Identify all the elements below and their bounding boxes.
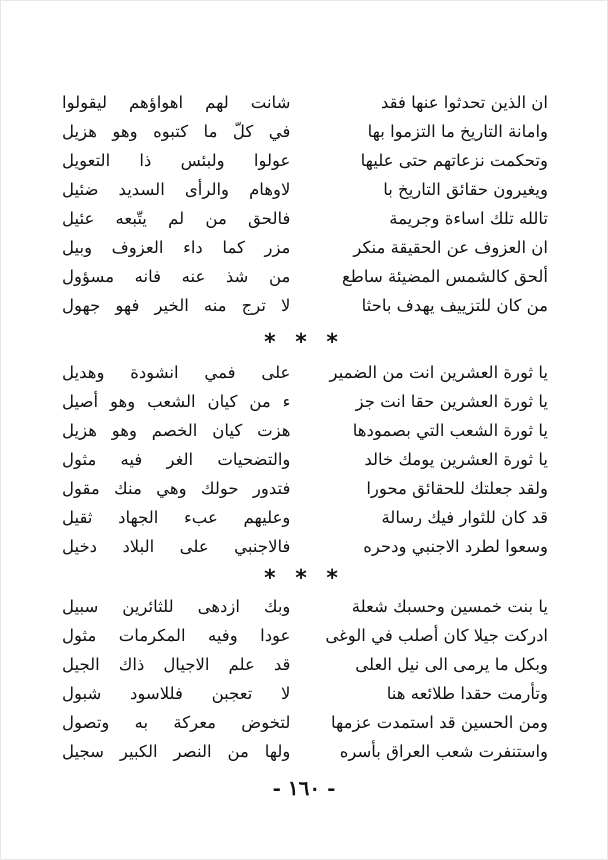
- stanza-divider-asterisks: * * *: [264, 566, 344, 591]
- second-hemistich: فتدور حولك وهي منك مقول: [62, 479, 291, 498]
- first-hemistich: يا ثورة العشرين يومك خالد: [364, 450, 548, 469]
- first-hemistich: وامانة التاريخ ما التزموا بها: [367, 122, 548, 141]
- second-hemistich: لا تعجبن فللاسود شبول: [62, 684, 291, 703]
- second-hemistich: مزر كما داء العزوف وبيل: [62, 238, 291, 257]
- first-hemistich: ان العزوف عن الحقيقة منكر: [353, 238, 548, 257]
- first-hemistich: وبكل ما يرمى الى نيل العلى: [355, 655, 548, 674]
- first-hemistich: ألحق كالشمس المضيئة ساطع: [342, 267, 548, 286]
- first-hemistich: يا ثورة العشرين انت من الضمير: [329, 363, 548, 382]
- second-hemistich: فالاجنبي على البلاد دخيل: [62, 537, 291, 556]
- second-hemistich: عولوا ولبئس ذا التعويل: [62, 151, 291, 170]
- first-hemistich: وتحكمت نزعاتهم حتى عليها: [360, 151, 548, 170]
- verse-line: [62, 88, 548, 117]
- verse-line: [62, 117, 548, 146]
- second-hemistich: من شذ عنه فانه مسؤول: [62, 267, 291, 286]
- verse-line: [62, 146, 548, 175]
- second-hemistich: ء من كيان الشعب وهو أصيل: [62, 392, 291, 411]
- verse-line: [62, 358, 548, 387]
- second-hemistich: لتخوض معركة به وتصول: [62, 713, 291, 732]
- first-hemistich: ويغيرون حقائق التاريخ با: [383, 180, 548, 199]
- first-hemistich: من كان للتزييف يهدف باحثا: [361, 296, 548, 315]
- poem-stanza-3: [62, 592, 548, 766]
- verse-line: [62, 262, 548, 291]
- second-hemistich: هزت كيان الخصم وهو هزيل: [62, 421, 291, 440]
- verse-line: [62, 592, 548, 621]
- first-hemistich: ان الذين تحدثوا عنها فقد: [380, 93, 548, 112]
- second-hemistich: قد علم الاجيال ذاك الجيل: [62, 655, 291, 674]
- first-hemistich: ادركت جيلا كان أصلب في الوغى: [325, 626, 548, 645]
- first-hemistich: يا بنت خمسين وحسبك شعلة: [351, 597, 548, 616]
- poem-stanza-2: [62, 358, 548, 561]
- second-hemistich: لاوهام والرأى السديد ضئيل: [62, 180, 291, 199]
- verse-line: [62, 532, 548, 561]
- second-hemistich: على فمي انشودة وهديل: [62, 363, 291, 382]
- verse-line: [62, 233, 548, 262]
- first-hemistich: ولقد جعلتك للحقائق محورا: [366, 479, 548, 498]
- first-hemistich: وسعوا لطرد الاجنبي ودحره: [363, 537, 548, 556]
- verse-line: [62, 445, 548, 474]
- second-hemistich: في كلّ ما كتبوه وهو هزيل: [62, 122, 291, 141]
- page-number: - ١٦٠ -: [272, 776, 336, 800]
- first-hemistich: واستنفرت شعب العراق بأسره: [339, 742, 548, 761]
- verse-line: [62, 679, 548, 708]
- second-hemistich: لا ترج منه الخير فهو جهول: [62, 296, 291, 315]
- first-hemistich: يا ثورة الشعب التي بصمودها: [352, 421, 548, 440]
- verse-line: [62, 650, 548, 679]
- first-hemistich: وتأرمت حقدا طلائعه هنا: [386, 684, 548, 703]
- verse-line: [62, 737, 548, 766]
- stanza-divider-asterisks: * * *: [264, 330, 344, 355]
- verse-line: [62, 175, 548, 204]
- second-hemistich: وعليهم عبء الجهاد ثقيل: [62, 508, 291, 527]
- second-hemistich: ولها من النصر الكبير سجيل: [62, 742, 291, 761]
- verse-line: [62, 708, 548, 737]
- verse-line: [62, 474, 548, 503]
- verse-line: [62, 387, 548, 416]
- verse-line: [62, 291, 548, 320]
- second-hemistich: فالحق من لم يتّبعه عئيل: [62, 209, 291, 228]
- second-hemistich: وبك ازدهى للثائرين سبيل: [62, 597, 291, 616]
- second-hemistich: والتضحيات الغر فيه مثول: [62, 450, 291, 469]
- first-hemistich: يا ثورة العشرين حقا انت جز: [355, 392, 548, 411]
- first-hemistich: قد كان للثوار فيك رسالة: [381, 508, 548, 527]
- second-hemistich: عودا وفيه المكرمات مثول: [62, 626, 291, 645]
- verse-line: [62, 204, 548, 233]
- second-hemistich: شانت لهم اهواؤهم ليقولوا: [62, 93, 291, 112]
- verse-line: [62, 503, 548, 532]
- first-hemistich: ومن الحسين قد استمدت عزمها: [331, 713, 548, 732]
- first-hemistich: تالله تلك اساءة وجريمة: [389, 209, 548, 228]
- poem-stanza-1: [62, 88, 548, 320]
- verse-line: [62, 416, 548, 445]
- verse-line: [62, 621, 548, 650]
